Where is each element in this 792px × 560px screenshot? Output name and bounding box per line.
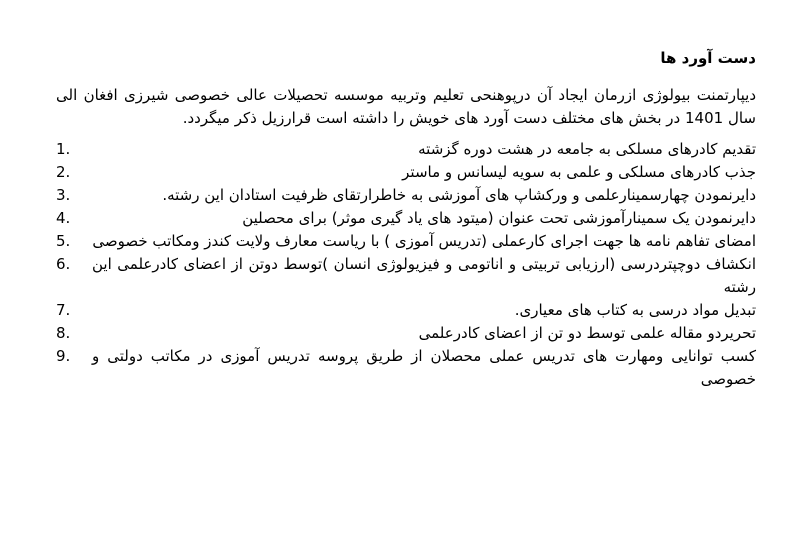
list-item [56,184,756,207]
list-item-text: انکشاف دوچپتردرسی (ارزیابی تربیتی و اناتومی و فیزیولوژی انسان )توسط دوتن از اعضای کادرعلمی این رشته [92,255,756,296]
list-item-text: کسب توانایی ومهارت های تدریس عملی محصلان از طریق پروسه تدریس آموزی در مکاتب دولتی و خصوصی [92,347,756,388]
list-item-number: 9. [56,347,71,365]
list-item [56,299,756,322]
list-item-text: تحریردو مقاله علمی توسط دو تن از اعضای کادرعلمی [418,324,756,342]
list-item [56,345,756,391]
list-item-number: 3. [56,186,71,204]
achievements-list [56,138,756,391]
list-item [56,230,756,253]
list-item-text: دایرنمودن یک سمینارآموزشی تحت عنوان (میتود های یاد گیری موثر) برای محصلین [242,209,756,227]
list-item-number: 8. [56,324,71,342]
list-item [56,161,756,184]
page-title: دست آورد ها [660,49,756,67]
list-item-number: 5. [56,232,71,250]
list-item [56,322,756,345]
list-item-text: دایرنمودن چهارسمینارعلمی و ورکشاپ های آموزشی به خاطرارتقای ظرفیت استادان این رشته. [162,186,756,204]
list-item [56,207,756,230]
document-body [56,44,756,391]
list-item [56,253,756,299]
list-item-text: تقدیم کادرهای مسلکی به جامعه در هشت دوره گزشته [418,140,756,158]
list-item-text: امضای تفاهم نامه ها جهت اجرای کارعملی (تدریس آموزی ) با ریاست معارف ولایت کندز ومکاتب خصوصی [92,232,756,250]
list-item-text: تبدیل مواد درسی به کتاب های معیاری. [514,301,756,319]
list-item-text: جذب کادرهای مسلکی و علمی به سویه لیسانس و ماستر [402,163,756,181]
list-item-number: 2. [56,163,71,181]
list-item [56,138,756,161]
list-item-number: 4. [56,209,71,227]
list-item-number: 6. [56,255,71,273]
list-item-number: 1. [56,140,71,158]
list-item-number: 7. [56,301,71,319]
intro-paragraph: دیپارتمنت بیولوژی ازرمان ایجاد آن درپوهنحی تعلیم وتربیه موسسه تحصیلات عالی خصوصی شیرزی افغان الی سال 1401 در بخش های مختلف دست آورد های خویش را داشته است قرارزیل ذکر میگردد. [56,86,756,127]
